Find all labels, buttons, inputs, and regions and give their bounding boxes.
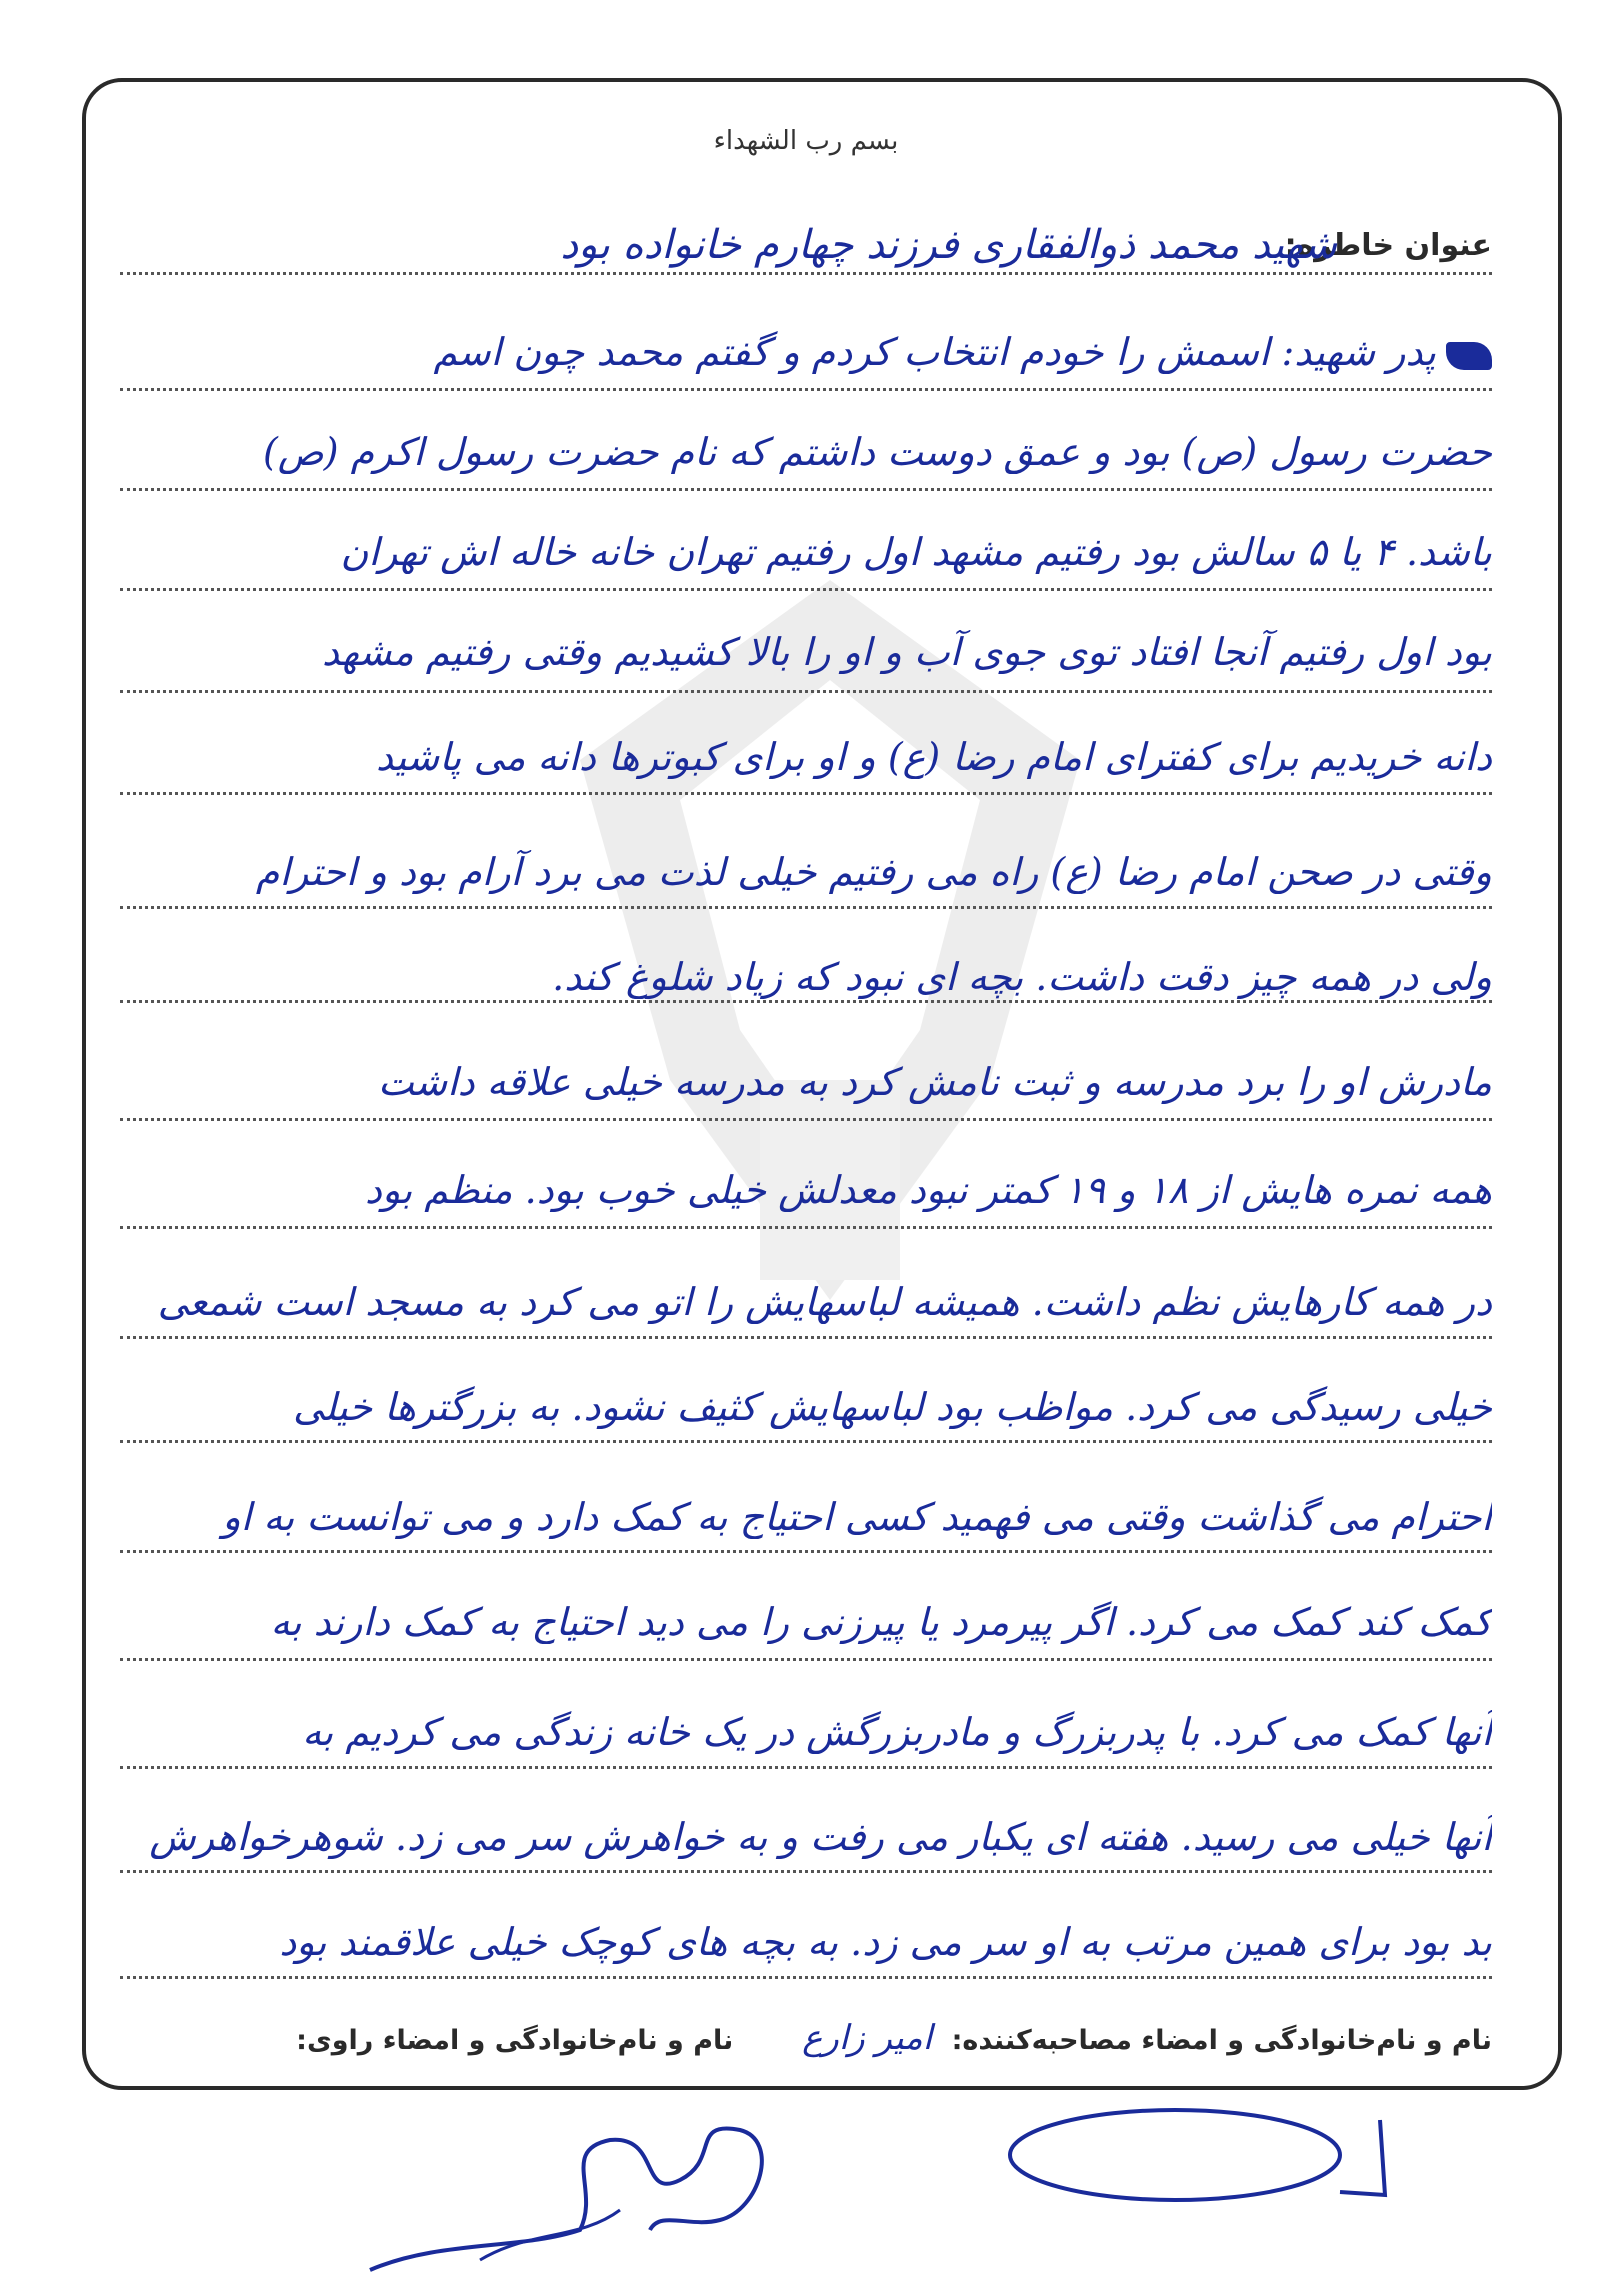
signature-footer bbox=[112, 2018, 1492, 2058]
body-line-14: آنها کمک می کرد. با پدربزرگ و مادربزرگش در یک خانه زندگی می کردیم به bbox=[302, 1710, 1492, 1754]
body-line-9: همه نمره هایش از ۱۸ و ۱۹ کمتر نبود معدلش خیلی خوب بود. منظم بود bbox=[365, 1168, 1492, 1212]
body-line-16: بد بود برای همین مرتب به او سر می زد. به بچه های کوچک خیلی علاقمند بود bbox=[279, 1920, 1492, 1964]
rule-line bbox=[120, 1226, 1492, 1229]
title-value: شهید محمد ذوالفقاری فرزند چهارم خانواده بود bbox=[560, 222, 1337, 268]
rule-line bbox=[120, 1870, 1492, 1873]
pencil-icon bbox=[1446, 342, 1492, 370]
body-line-7: ولی در همه چیز دقت داشت. بچه ای نبود که زیاد شلوغ کند. bbox=[552, 955, 1492, 999]
body-line-10: در همه کارهایش نظم داشت. همیشه لباسهایش را اتو می کرد به مسجد است شمعی bbox=[157, 1280, 1492, 1324]
body-line-12: احترام می گذاشت وقتی می فهمید کسی احتیاج به کمک دارد و می توانست به او bbox=[222, 1495, 1492, 1539]
body-line-4: بود اول رفتیم آنجا افتاد توی جوی آب و او را بالا کشیدیم وقتی رفتیم مشهد bbox=[321, 630, 1492, 674]
interviewer-signature bbox=[1000, 2100, 1400, 2210]
body-line-1: پدر شهید: اسمش را خودم انتخاب کردم و گفتم محمد چون اسم bbox=[112, 330, 1492, 374]
title-rule bbox=[120, 272, 1492, 275]
title-label: عنوان خاطره: bbox=[1284, 228, 1492, 263]
narrator-label: نام و نام‌خانوادگی و امضاء راوی: bbox=[296, 2025, 734, 2056]
interviewer-name: امیر زارع bbox=[802, 2018, 933, 2058]
rule-line bbox=[120, 1766, 1492, 1769]
rule-line bbox=[120, 1440, 1492, 1443]
body-line-11: خیلی رسیدگی می کرد. مواظب بود لباسهایش کثیف نشود. به بزرگترها خیلی bbox=[292, 1385, 1492, 1429]
rule-line bbox=[120, 1118, 1492, 1121]
rule-line bbox=[120, 1336, 1492, 1339]
bismillah-header: بسم رب الشهداء bbox=[713, 126, 899, 156]
rule-line bbox=[120, 388, 1492, 391]
body-line-8: مادرش او را برد مدرسه و ثبت نامش کرد به مدرسه خیلی علاقه داشت bbox=[378, 1060, 1492, 1104]
body-line-13: کمک کند کمک می کرد. اگر پیرمرد یا پیرزنی را می دید احتیاج به کمک دارند به bbox=[270, 1600, 1492, 1644]
rule-line bbox=[120, 1000, 1492, 1003]
rule-line bbox=[120, 488, 1492, 491]
body-line-15: آنها خیلی می رسید. هفته ای یکبار می رفت و به خواهرش سر می زد. شوهرخواهرش bbox=[149, 1815, 1492, 1859]
body-line-3: باشد. ۴ یا ۵ سالش بود رفتیم مشهد اول رفتیم تهران خانه خاله اش تهران bbox=[340, 530, 1492, 574]
rule-line bbox=[120, 1658, 1492, 1661]
body-line-5: دانه خریدیم برای کفترای امام رضا (ع) و او برای کبوترها دانه می پاشید bbox=[375, 735, 1492, 779]
interviewer-label: نام و نام‌خانوادگی و امضاء مصاحبه‌کننده: bbox=[951, 2025, 1492, 2056]
rule-line bbox=[120, 1976, 1492, 1979]
rule-line bbox=[120, 690, 1492, 693]
rule-line bbox=[120, 792, 1492, 795]
body-line-2: حضرت رسول (ص) بود و عمق دوست داشتم که نام حضرت رسول اکرم (ص) bbox=[262, 430, 1492, 474]
rule-line bbox=[120, 1550, 1492, 1553]
rule-line bbox=[120, 906, 1492, 909]
rule-line bbox=[120, 588, 1492, 591]
body-line-6: وقتی در صحن امام رضا (ع) راه می رفتیم خیلی لذت می برد آرام بود و احترام bbox=[255, 850, 1492, 894]
narrator-signature bbox=[360, 2110, 800, 2280]
